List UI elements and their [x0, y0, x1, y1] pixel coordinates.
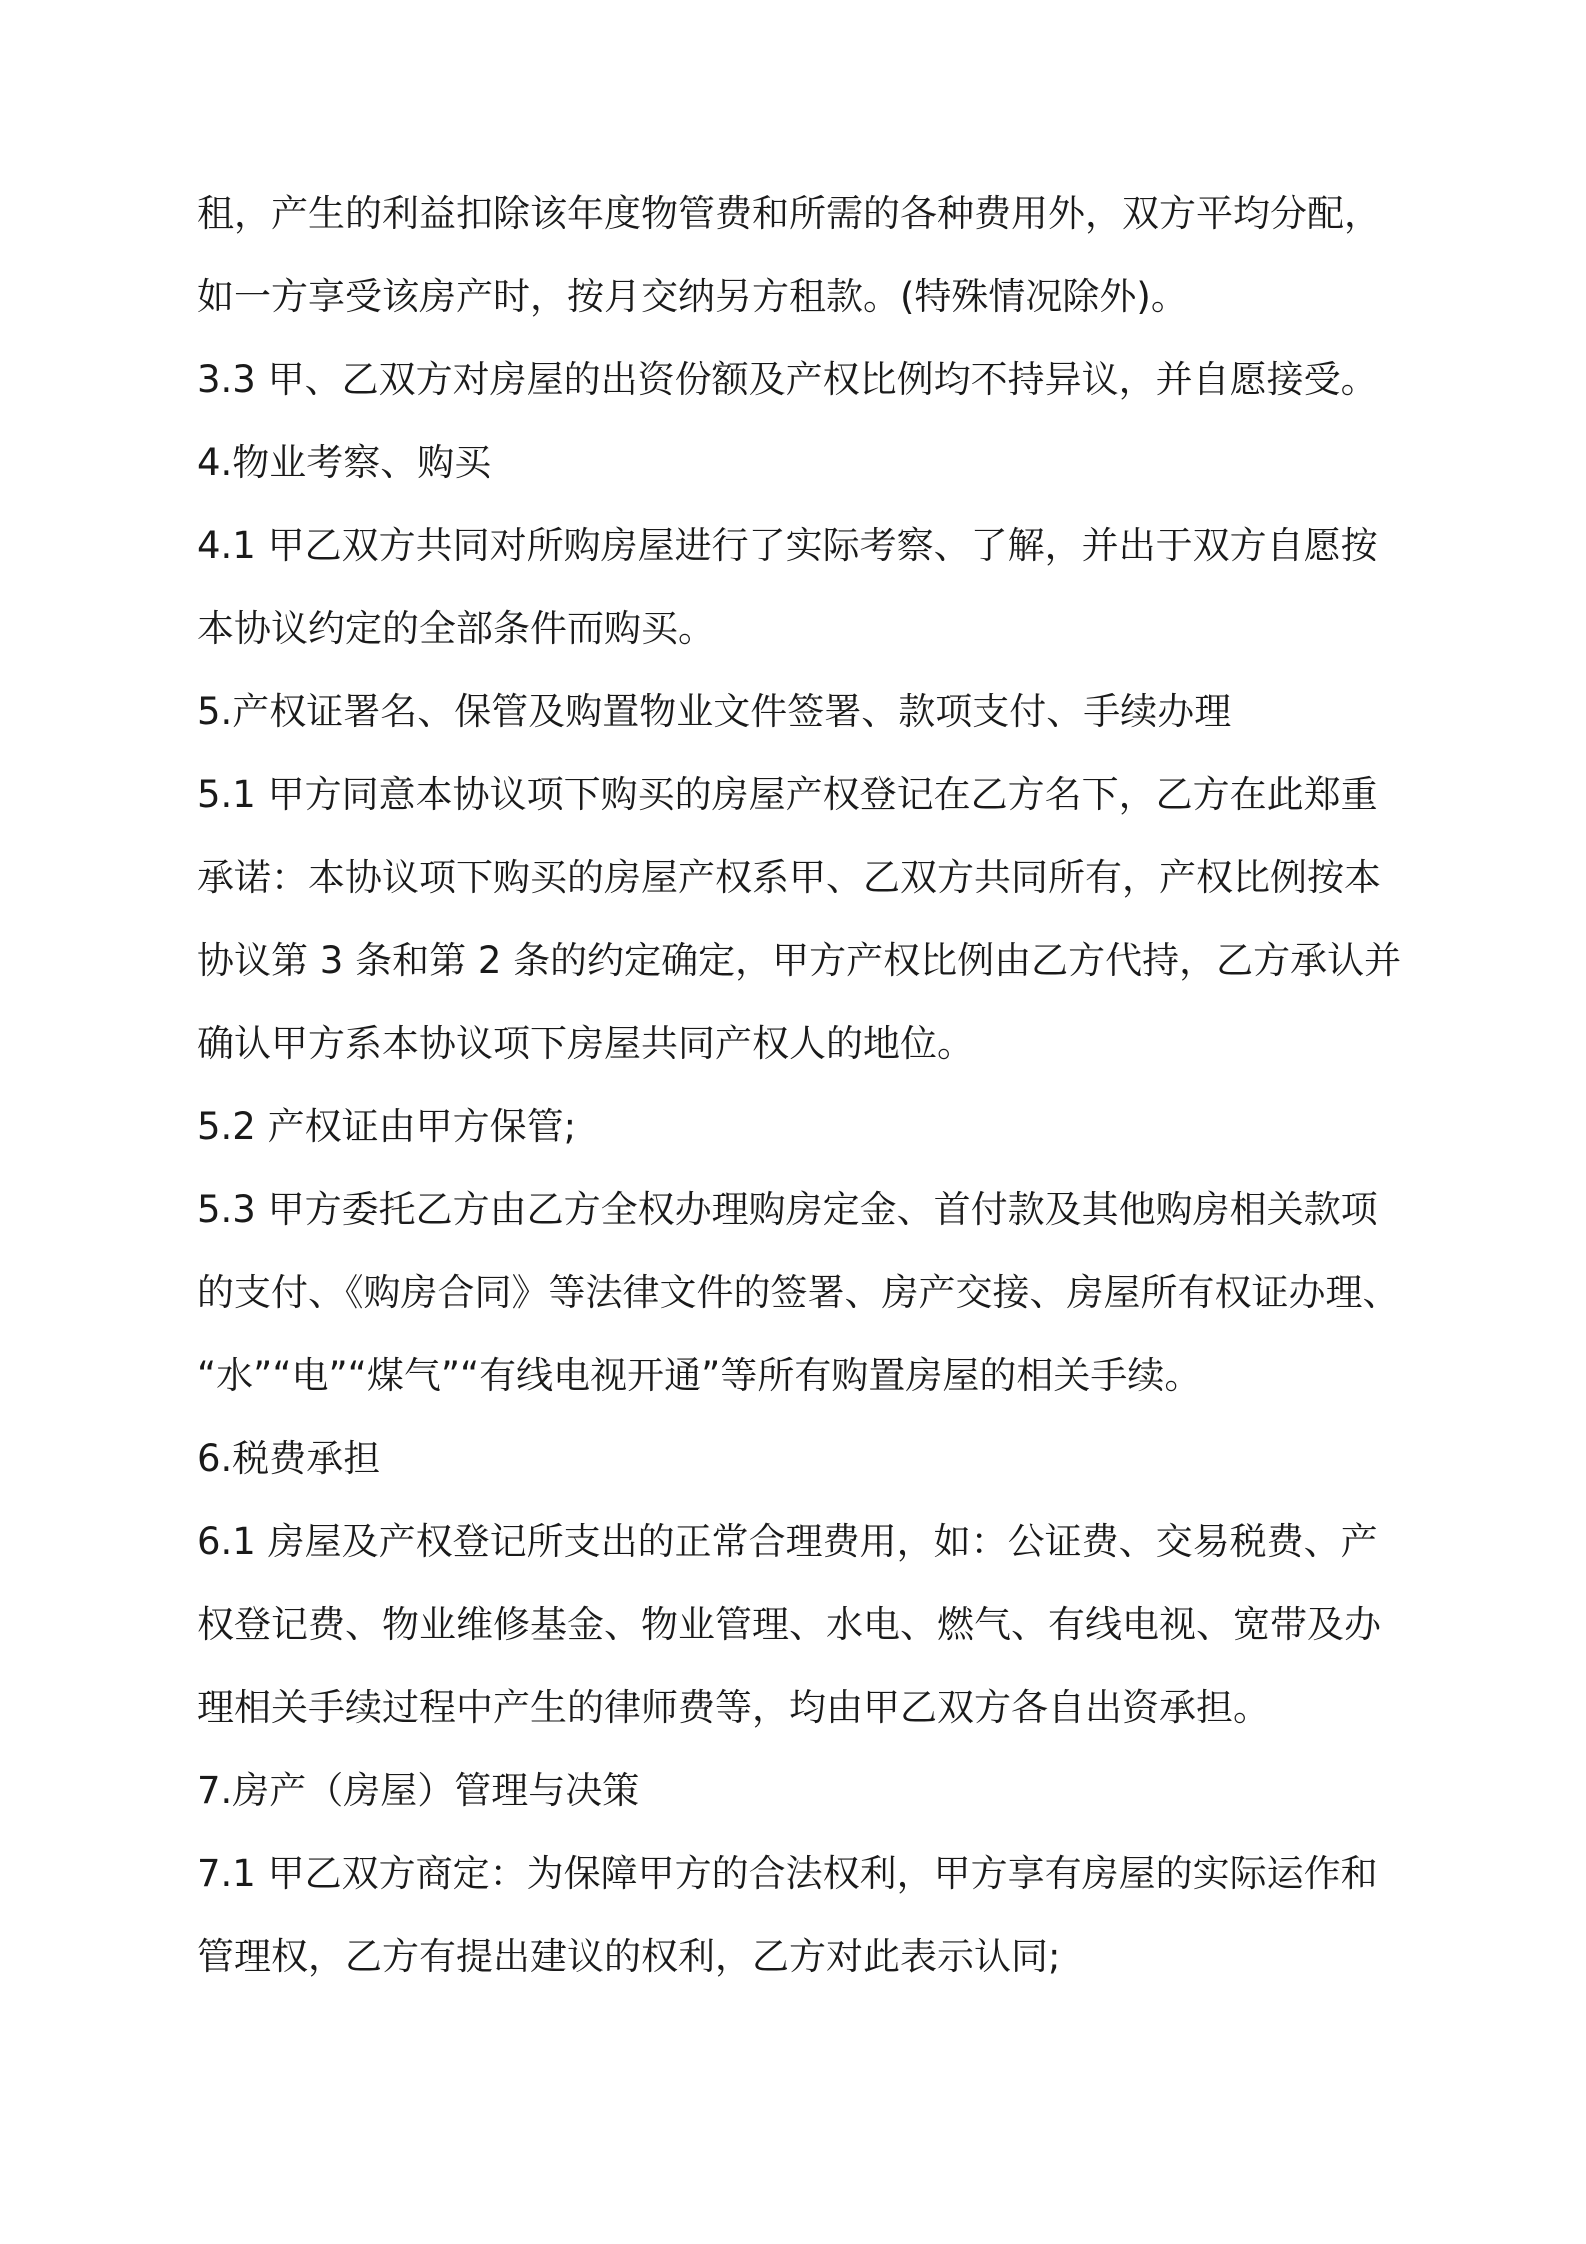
text-line: 承诺：本协议项下购买的房屋产权系甲、乙双方共同所有，产权比例按本 — [197, 856, 1381, 899]
text-line: 理相关手续过程中产生的律师费等，均由甲乙双方各自出资承担。 — [197, 1686, 1270, 1729]
text-line: 管理权，乙方有提出建议的权利，乙方对此表示认同; — [197, 1935, 1061, 1978]
text-line: 6.1 房屋及产权登记所支出的正常合理费用，如：公证费、交易税费、产 — [197, 1520, 1378, 1563]
text-line: 5.1 甲方同意本协议项下购买的房屋产权登记在乙方名下，乙方在此郑重 — [197, 773, 1378, 816]
text-line: 4.1 甲乙双方共同对所购房屋进行了实际考察、了解，并出于双方自愿按 — [197, 524, 1378, 567]
text-line: 3.3 甲、乙双方对房屋的出资份额及产权比例均不持异议，并自愿接受。 — [197, 358, 1378, 401]
text-line: 5.2 产权证由甲方保管; — [197, 1105, 577, 1148]
text-line: 5.3 甲方委托乙方由乙方全权办理购房定金、首付款及其他购房相关款项 — [197, 1188, 1378, 1231]
text-line: 7.1 甲乙双方商定：为保障甲方的合法权利，甲方享有房屋的实际运作和 — [197, 1852, 1378, 1895]
section-heading: 4.物业考察、购买 — [197, 441, 492, 484]
text-line: 协议第 3 条和第 2 条的约定确定，甲方产权比例由乙方代持，乙方承认并 — [197, 939, 1402, 982]
text-line: 权登记费、物业维修基金、物业管理、水电、燃气、有线电视、宽带及办 — [197, 1603, 1381, 1646]
section-heading: 5.产权证署名、保管及购置物业文件签署、款项支付、手续办理 — [197, 690, 1232, 733]
text-line: 租，产生的利益扣除该年度物管费和所需的各种费用外，双方平均分配， — [197, 192, 1381, 235]
text-line: 的支付、《购房合同》等法律文件的签署、房产交接、房屋所有权证办理、 — [197, 1271, 1400, 1314]
section-heading: 6.税费承担 — [197, 1437, 381, 1480]
text-line: “水”“电”“煤气”“有线电视开通”等所有购置房屋的相关手续。 — [197, 1354, 1202, 1397]
section-heading: 7.房产（房屋）管理与决策 — [197, 1769, 640, 1812]
text-line: 确认甲方系本协议项下房屋共同产权人的地位。 — [197, 1022, 974, 1065]
document-body — [197, 172, 1407, 1998]
text-line: 如一方享受该房产时，按月交纳另方租款。(特殊情况除外)。 — [197, 275, 1188, 318]
text-line: 本协议约定的全部条件而购买。 — [197, 607, 715, 650]
